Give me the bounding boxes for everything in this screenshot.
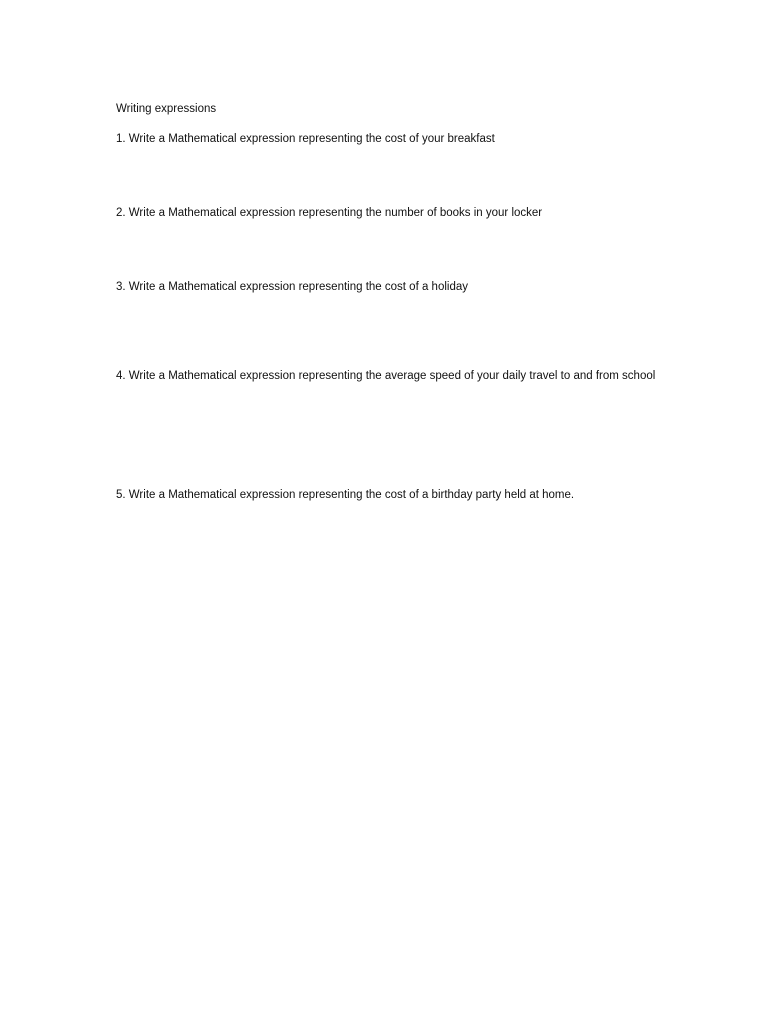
question-2: 2. Write a Mathematical expression representing the number of books in your locker bbox=[116, 207, 543, 219]
question-1: 1. Write a Mathematical expression representing the cost of your breakfast bbox=[116, 133, 495, 145]
question-3: 3. Write a Mathematical expression representing the cost of a holiday bbox=[116, 281, 468, 293]
document-title: Writing expressions bbox=[116, 103, 217, 115]
question-5: 5. Write a Mathematical expression representing the cost of a birthday party held at home. bbox=[116, 489, 575, 501]
question-4: 4. Write a Mathematical expression representing the average speed of your daily travel to and from school bbox=[116, 370, 656, 382]
